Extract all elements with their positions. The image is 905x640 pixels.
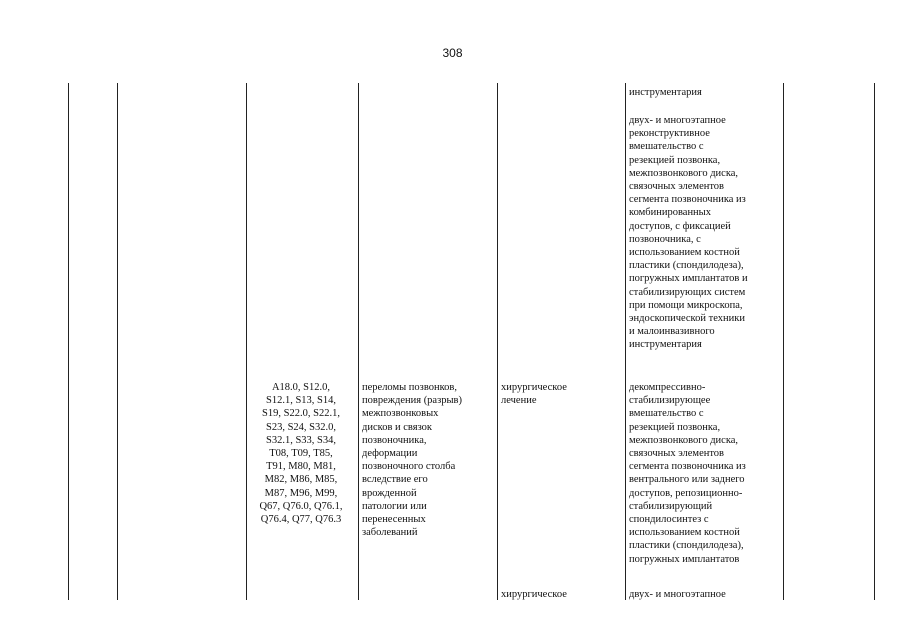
- table-column-divider: [117, 83, 118, 600]
- table-column-divider: [246, 83, 247, 600]
- table-column-divider: [625, 83, 626, 600]
- table-column-divider: [783, 83, 784, 600]
- icd-codes-cell: A18.0, S12.0, S12.1, S13, S14, S19, S22.0, S22.1, S23, S24, S32.0, S32.1, S33, S34, T08, T09, T85, T91, M80, M81, M82, M86, M85, M87, M96, M99, Q67, Q76.0, Q76.1, Q76.4, Q77, Q76.3: [259, 382, 343, 526]
- table-border-left: [68, 83, 69, 600]
- table-border-right: [874, 83, 875, 600]
- diagnosis-cell: переломы позвонков, повреждения (разрыв) межпозвонковых дисков и связок позвоночника, деформации позвоночного столба вследствие его врожденной патологии или перенесенных заболеваний: [362, 382, 463, 539]
- treatment-type-cell: хирургическое лечение: [501, 382, 567, 407]
- table-column-divider: [497, 83, 498, 600]
- method-cell: инструментария: [629, 87, 702, 98]
- table-column-divider: [358, 83, 359, 600]
- treatment-type-cell: хирургическое: [501, 589, 567, 600]
- method-cell: декомпрессивно- стабилизирующее вмешательство с резекцией позвонка, межпозвонкового диска, связочных элементов сегмента позвоночника из вентрального или заднего доступов, репозиционно- стабилизирующий спондилосинтез с использованием костной пластики (спондилодеза), погружных имплантатов: [629, 382, 746, 565]
- method-cell: двух- и многоэтапное реконструктивное вмешательство с резекцией позвонка, межпозвонкового диска, связочных элементов сегмента позвоночника из комбинированных доступов, с фиксацией позвоночника, с использованием костной пластики (спондилодеза), погружных имплантатов и стабилизирующих систем при помощи микроскопа, эндоскопической техники и малоинвазивного инструментария: [629, 115, 748, 351]
- page-number: 308: [442, 46, 463, 60]
- method-cell: двух- и многоэтапное: [629, 589, 726, 600]
